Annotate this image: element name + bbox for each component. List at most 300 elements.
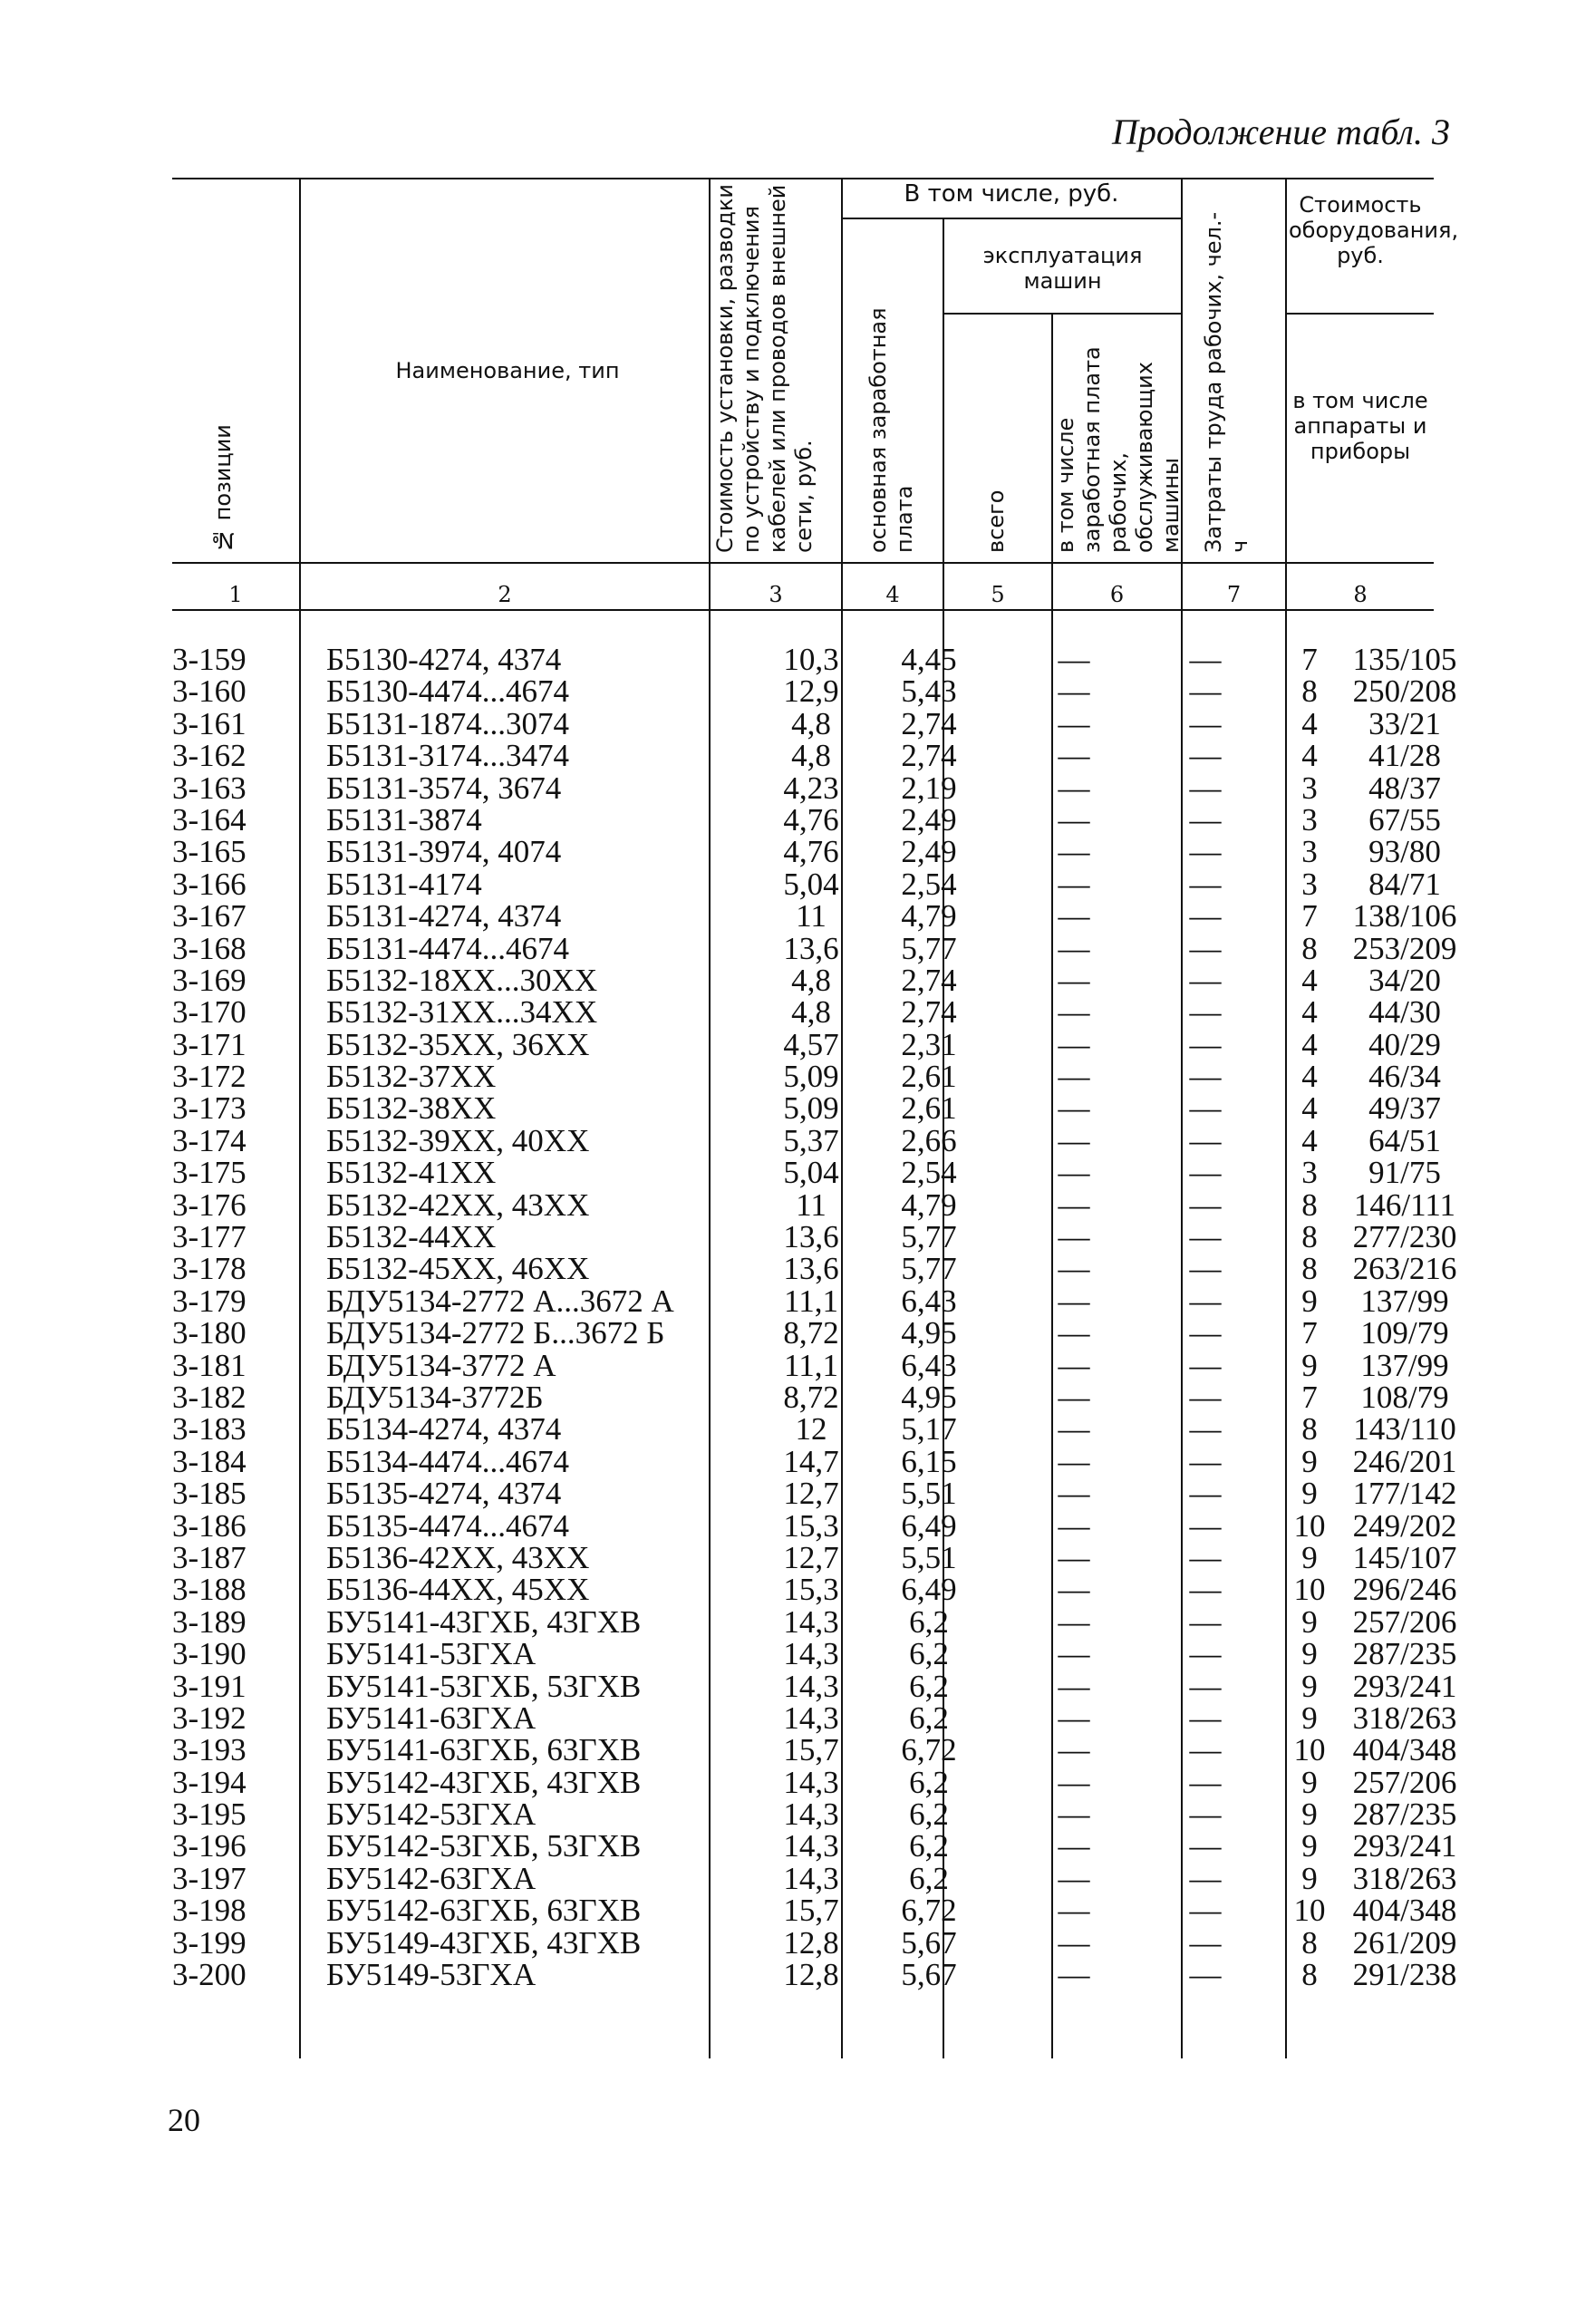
machine-total-cell: — [1058,1026,1090,1062]
installation-cost-cell: 12,7 [783,1539,839,1575]
position-cell: 3-177 [172,1219,247,1255]
base-wage-cell: 6,43 [901,1347,957,1383]
name-cell: БДУ5134-2772 Б...3672 Б [326,1315,665,1351]
group-in-total-rule [841,218,1181,219]
labor-cell: 4 [1301,962,1318,998]
position-cell: 3-180 [172,1315,247,1351]
installation-cost-cell: 5,37 [783,1122,839,1158]
base-wage-cell: 4,95 [901,1379,957,1415]
equipment-cost-cell: 93/80 [1368,834,1441,870]
labor-cell: 4 [1301,705,1318,741]
base-wage-cell: 6,2 [909,1603,949,1640]
position-cell: 3-194 [172,1764,247,1800]
position-cell: 3-186 [172,1507,247,1544]
installation-cost-cell: 10,3 [783,642,839,677]
position-cell: 3-192 [172,1699,247,1736]
name-cell: Б5132-35ХХ, 36ХХ [326,1026,590,1062]
machine-wage-cell: — [1189,673,1222,710]
machine-total-cell: — [1058,1251,1090,1287]
name-cell: Б5130-4274, 4374 [326,642,562,677]
base-wage-cell: 2,31 [901,1026,957,1062]
labor-cell: 9 [1301,1699,1318,1736]
installation-cost-cell: 14,3 [783,1699,839,1736]
table-row [172,1090,1441,1127]
equipment-cost-cell: 253/209 [1352,930,1457,966]
base-wage-cell: 6,2 [909,1796,949,1833]
table-row [172,1924,1457,1961]
machine-total-cell: — [1058,1315,1090,1351]
table-row [172,1507,1457,1544]
machine-total-cell: — [1058,834,1090,870]
labor-cell: 9 [1301,1668,1318,1704]
column-number-5: 5 [991,582,1005,607]
base-wage-cell: 6,15 [901,1443,957,1479]
machine-total-cell: — [1058,1699,1090,1736]
labor-cell: 8 [1301,1411,1318,1448]
labor-cell: 9 [1301,1443,1318,1479]
machine-wage-cell: — [1189,1636,1222,1672]
table-row [172,994,1441,1031]
name-cell: БУ5142-53ГХА [326,1796,537,1833]
name-cell: Б5132-39ХХ, 40ХХ [326,1122,590,1158]
labor-cell: 10 [1293,1893,1326,1929]
labor-cell: 3 [1301,1155,1318,1191]
name-cell: Б5132-18ХХ...30ХХ [326,962,598,998]
equipment-cost-cell: 41/28 [1368,738,1441,774]
machine-total-cell: — [1058,705,1090,741]
machine-total-cell: — [1058,1283,1090,1319]
installation-cost-cell: 4,57 [783,1026,839,1062]
labor-cell: 3 [1301,770,1318,806]
base-wage-cell: 5,51 [901,1539,957,1575]
position-cell: 3-195 [172,1796,247,1833]
base-wage-cell: 6,2 [909,1699,949,1736]
labor-cell: 10 [1293,1732,1326,1768]
machine-total-cell: — [1058,1860,1090,1896]
position-cell: 3-173 [172,1090,247,1127]
equipment-cost-cell: 287/235 [1352,1796,1457,1833]
position-cell: 3-178 [172,1251,247,1287]
name-cell: Б5131-3874 [326,801,482,838]
installation-cost-cell: 11,1 [784,1347,838,1383]
column-number-6: 6 [1109,582,1125,607]
header-position-number: № позиции [210,424,236,553]
name-cell: БУ5141-43ГХБ, 43ГХВ [326,1603,642,1640]
machine-total-cell: — [1058,1924,1090,1961]
table-row [172,1539,1457,1575]
table-row [172,642,1457,677]
table-row [172,834,1441,870]
name-cell: Б5132-37ХХ [326,1059,497,1095]
name-cell: БДУ5134-2772 А...3672 А [326,1283,674,1319]
equipment-cost-cell: 49/37 [1368,1090,1441,1127]
installation-cost-cell: 15,7 [783,1732,839,1768]
equipment-cost-cell: 40/29 [1368,1026,1441,1062]
name-cell: БУ5142-63ГХА [326,1860,537,1896]
table-row [172,1251,1457,1287]
machine-wage-cell: — [1189,1283,1222,1319]
machine-total-cell: — [1058,1155,1090,1191]
labor-cell: 8 [1301,1251,1318,1287]
table-row [172,1572,1457,1608]
table-row [172,1603,1457,1640]
machine-wage-cell: — [1189,1507,1222,1544]
base-wage-cell: 2,66 [901,1122,957,1158]
position-cell: 3-183 [172,1411,247,1448]
machine-wage-cell: — [1189,1090,1222,1127]
base-wage-cell: 2,74 [901,962,957,998]
header-total: всего [983,489,1009,553]
labor-cell: 7 [1301,898,1318,934]
machine-total-cell: — [1058,1828,1090,1864]
equipment-cost-cell: 145/107 [1352,1539,1457,1575]
machine-wage-cell: — [1189,994,1222,1031]
name-cell: Б5131-4274, 4374 [326,898,562,934]
installation-cost-cell: 14,3 [783,1796,839,1833]
table-row [172,930,1457,966]
labor-cell: 3 [1301,866,1318,902]
machine-total-cell: — [1058,1122,1090,1158]
labor-cell: 9 [1301,1347,1318,1383]
table-row [172,1186,1456,1223]
equipment-cost-cell: 146/111 [1353,1186,1456,1223]
name-cell: Б5132-31ХХ...34ХХ [326,994,598,1031]
machine-total-cell: — [1058,1090,1090,1127]
column-number-3: 3 [769,582,783,607]
header-in-total-group: В том числе, руб. [904,180,1119,208]
base-wage-cell: 5,77 [901,930,957,966]
header-labor-costs: Затраты труда рабочих, чел.-ч [1201,211,1252,553]
installation-cost-cell: 13,6 [783,1251,839,1287]
equipment-cost-cell: 48/37 [1368,770,1441,806]
name-cell: Б5135-4274, 4374 [326,1476,562,1512]
base-wage-cell: 6,2 [909,1828,949,1864]
machine-total-cell: — [1058,673,1090,710]
name-cell: Б5131-4474...4674 [326,930,570,966]
position-cell: 3-176 [172,1186,247,1223]
position-cell: 3-161 [172,705,247,741]
table-row [172,1283,1449,1319]
installation-cost-cell: 14,3 [783,1636,839,1672]
installation-cost-cell: 4,8 [791,994,831,1031]
equipment-cost-cell: 257/206 [1352,1764,1457,1800]
labor-cell: 9 [1301,1476,1318,1512]
name-cell: Б5131-4174 [326,866,482,902]
installation-cost-cell: 14,3 [783,1668,839,1704]
machine-wage-cell: — [1189,1315,1222,1351]
base-wage-cell: 5,67 [901,1957,957,1993]
equipment-cost-cell: 293/241 [1352,1828,1457,1864]
equipment-cost-cell: 108/79 [1360,1379,1449,1415]
position-cell: 3-191 [172,1668,247,1704]
name-cell: Б5131-3174...3474 [326,738,570,774]
continuation-title: Продолжение табл. 3 [1111,111,1450,152]
table-row [172,1219,1457,1255]
table-row [172,898,1457,934]
position-cell: 3-197 [172,1860,247,1896]
machine-total-cell: — [1058,801,1090,838]
position-cell: 3-196 [172,1828,247,1864]
column-numbers-rule [172,609,1434,611]
position-cell: 3-174 [172,1122,247,1158]
equipment-cost-cell: 404/348 [1352,1732,1457,1768]
installation-cost-cell: 11,1 [784,1283,838,1319]
machine-wage-cell: — [1189,1251,1222,1287]
machine-total-cell: — [1058,770,1090,806]
machine-wage-cell: — [1189,930,1222,966]
table-row [172,1315,1449,1351]
page-number: 20 [168,2102,200,2138]
machine-wage-cell: — [1189,1186,1222,1223]
labor-cell: 8 [1301,1186,1318,1223]
machine-wage-cell: — [1189,705,1222,741]
name-cell: Б5134-4274, 4374 [326,1411,562,1448]
group-machines-rule [943,313,1181,315]
installation-cost-cell: 15,3 [783,1507,839,1544]
equipment-cost-cell: 91/75 [1368,1155,1441,1191]
table-row [172,1796,1457,1833]
position-cell: 3-193 [172,1732,247,1768]
table-row [172,673,1457,710]
machine-total-cell: — [1058,1507,1090,1544]
base-wage-cell: 2,61 [901,1059,957,1095]
labor-cell: 9 [1301,1860,1318,1896]
machine-wage-cell: — [1189,1924,1222,1961]
equipment-cost-cell: 293/241 [1352,1668,1457,1704]
labor-cell: 4 [1301,1059,1318,1095]
table-row [172,1379,1449,1415]
column-number-1: 1 [228,582,243,607]
table-row [172,705,1441,741]
installation-cost-cell: 14,7 [783,1443,839,1479]
base-wage-cell: 6,2 [909,1764,949,1800]
labor-cell: 3 [1301,801,1318,838]
table-row [172,1476,1457,1512]
position-cell: 3-185 [172,1476,247,1512]
machine-total-cell: — [1058,1347,1090,1383]
machine-wage-cell: — [1189,1603,1222,1640]
labor-cell: 10 [1293,1572,1326,1608]
labor-cell: 4 [1301,1090,1318,1127]
table-row [172,801,1441,838]
machine-wage-cell: — [1189,1828,1222,1864]
base-wage-cell: 6,72 [901,1893,957,1929]
equipment-cost-cell: 177/142 [1352,1476,1457,1512]
table-row [172,1764,1457,1800]
name-cell: Б5131-3574, 3674 [326,770,562,806]
position-cell: 3-199 [172,1924,247,1961]
name-cell: БУ5142-53ГХБ, 53ГХВ [326,1828,642,1864]
table-body [172,642,1457,1993]
machine-total-cell: — [1058,962,1090,998]
column-number-2: 2 [498,582,512,607]
machine-total-cell: — [1058,738,1090,774]
machine-wage-cell: — [1189,1122,1222,1158]
position-cell: 3-159 [172,642,247,677]
table-top-rule [172,178,1434,179]
position-cell: 3-172 [172,1059,247,1095]
position-cell: 3-175 [172,1155,247,1191]
equipment-cost-cell: 287/235 [1352,1636,1457,1672]
labor-cell: 4 [1301,994,1318,1031]
machine-total-cell: — [1058,1059,1090,1095]
equipment-cost-cell: 143/110 [1353,1411,1456,1448]
equipment-cost-cell: 33/21 [1368,705,1441,741]
machine-wage-cell: — [1189,1668,1222,1704]
installation-cost-cell: 4,8 [791,962,831,998]
base-wage-cell: 2,54 [901,866,957,902]
machine-total-cell: — [1058,642,1090,677]
name-cell: БУ5141-63ГХА [326,1699,537,1736]
labor-cell: 4 [1301,1122,1318,1158]
header-equipment-devices: в том числе аппараты и приборы [1292,388,1428,464]
column-number-7: 7 [1226,582,1242,607]
name-cell: Б5132-38ХХ [326,1090,497,1127]
machine-total-cell: — [1058,1572,1090,1608]
labor-cell: 8 [1301,1957,1318,1993]
machine-total-cell: — [1058,1443,1090,1479]
equipment-cost-cell: 67/55 [1368,801,1441,838]
machine-wage-cell: — [1189,834,1222,870]
machine-total-cell: — [1058,1219,1090,1255]
table-row [172,1732,1457,1768]
name-cell: Б5136-42ХХ, 43ХХ [326,1539,590,1575]
table-row [172,1122,1441,1158]
installation-cost-cell: 11 [796,1186,827,1223]
header-bottom-rule [172,562,1434,564]
position-cell: 3-190 [172,1636,247,1672]
equipment-cost-cell: 246/201 [1352,1443,1457,1479]
base-wage-cell: 6,2 [909,1636,949,1672]
base-wage-cell: 5,77 [901,1219,957,1255]
name-cell: Б5132-44ХХ [326,1219,497,1255]
machine-wage-cell: — [1189,898,1222,934]
position-cell: 3-187 [172,1539,247,1575]
machine-wage-cell: — [1189,642,1222,677]
machine-total-cell: — [1058,994,1090,1031]
installation-cost-cell: 15,7 [783,1893,839,1929]
installation-cost-cell: 14,3 [783,1764,839,1800]
installation-cost-cell: 4,23 [783,770,839,806]
name-cell: БДУ5134-3772Б [326,1379,544,1415]
installation-cost-cell: 8,72 [783,1315,839,1351]
machine-total-cell: — [1058,1603,1090,1640]
position-cell: 3-181 [172,1347,247,1383]
base-wage-cell: 4,45 [901,642,957,677]
machine-total-cell: — [1058,1186,1090,1223]
table-row [172,738,1441,774]
name-cell: Б5132-45ХХ, 46ХХ [326,1251,590,1287]
installation-cost-cell: 5,09 [783,1090,839,1127]
base-wage-cell: 4,79 [901,898,957,934]
base-wage-cell: 6,72 [901,1732,957,1768]
table-row [172,868,1441,900]
position-cell: 3-163 [172,770,247,806]
installation-cost-cell: 15,3 [783,1572,839,1608]
position-cell: 3-189 [172,1603,247,1640]
labor-cell: 4 [1301,1026,1318,1062]
name-cell: БДУ5134-3772 А [326,1347,556,1383]
machine-wage-cell: — [1189,1443,1222,1479]
base-wage-cell: 2,61 [901,1090,957,1127]
name-cell: БУ5141-53ГХБ, 53ГХВ [326,1668,642,1704]
installation-cost-cell: 14,3 [783,1828,839,1864]
position-cell: 3-169 [172,962,247,998]
equipment-cost-cell: 34/20 [1368,962,1441,998]
equipment-cost-cell: 263/216 [1352,1251,1457,1287]
machine-total-cell: — [1058,930,1090,966]
machine-wage-cell: — [1189,1764,1222,1800]
base-wage-cell: 4,95 [901,1315,957,1351]
position-cell: 3-166 [172,866,247,902]
header-machine-wage: в том числе заработная плата рабочих, обслуживающих машины [1053,346,1184,553]
equipment-cost-cell: 277/230 [1352,1219,1457,1255]
installation-cost-cell: 5,09 [783,1059,839,1095]
table-row [172,1668,1457,1704]
installation-cost-cell: 8,72 [783,1379,839,1415]
machine-wage-cell: — [1189,1155,1222,1191]
table-row [172,1828,1457,1864]
labor-cell: 8 [1301,1924,1318,1961]
name-cell: Б5132-42ХХ, 43ХХ [326,1186,590,1223]
installation-cost-cell: 5,04 [783,866,839,902]
base-wage-cell: 6,49 [901,1572,957,1608]
base-wage-cell: 2,54 [901,1155,957,1191]
base-wage-cell: 5,77 [901,1251,957,1287]
table-row [172,1636,1457,1672]
table-row [172,1155,1441,1191]
equipment-cost-cell: 137/99 [1360,1347,1449,1383]
installation-cost-cell: 12,9 [783,673,839,710]
equipment-cost-cell: 135/105 [1352,642,1457,677]
labor-cell: 7 [1301,642,1318,677]
position-cell: 3-170 [172,994,247,1031]
base-wage-cell: 6,49 [901,1507,957,1544]
base-wage-cell: 2,74 [901,994,957,1031]
equipment-cost-cell: 404/348 [1352,1893,1457,1929]
machine-wage-cell: — [1189,738,1222,774]
machine-total-cell: — [1058,1796,1090,1833]
header-installation-cost: Стоимость установки, разводки по устройству и подключения кабелей или проводов внешней сети, руб. [712,184,817,553]
installation-cost-cell: 13,6 [783,930,839,966]
equipment-cost-cell: 138/106 [1352,898,1457,934]
installation-cost-cell: 14,3 [783,1860,839,1896]
table-row [172,964,1441,996]
machine-wage-cell: — [1189,1957,1222,1993]
machine-total-cell: — [1058,1411,1090,1448]
labor-cell: 8 [1301,930,1318,966]
installation-cost-cell: 12,8 [783,1957,839,1993]
machine-wage-cell: — [1189,1893,1222,1929]
position-cell: 3-182 [172,1379,247,1415]
equipment-cost-cell: 318/263 [1352,1860,1457,1896]
labor-cell: 9 [1301,1283,1318,1319]
equipment-cost-cell: 318/263 [1352,1699,1457,1736]
name-cell: Б5131-1874...3074 [326,705,570,741]
position-cell: 3-184 [172,1443,247,1479]
labor-cell: 4 [1301,738,1318,774]
machine-total-cell: — [1058,1636,1090,1672]
equipment-cost-cell: 84/71 [1368,866,1441,902]
table-row [172,1893,1457,1929]
machine-total-cell: — [1058,1668,1090,1704]
table-row [172,1860,1457,1896]
labor-cell: 9 [1301,1603,1318,1640]
position-cell: 3-198 [172,1893,247,1929]
machine-wage-cell: — [1189,1059,1222,1095]
base-wage-cell: 4,79 [901,1186,957,1223]
machine-total-cell: — [1058,1893,1090,1929]
